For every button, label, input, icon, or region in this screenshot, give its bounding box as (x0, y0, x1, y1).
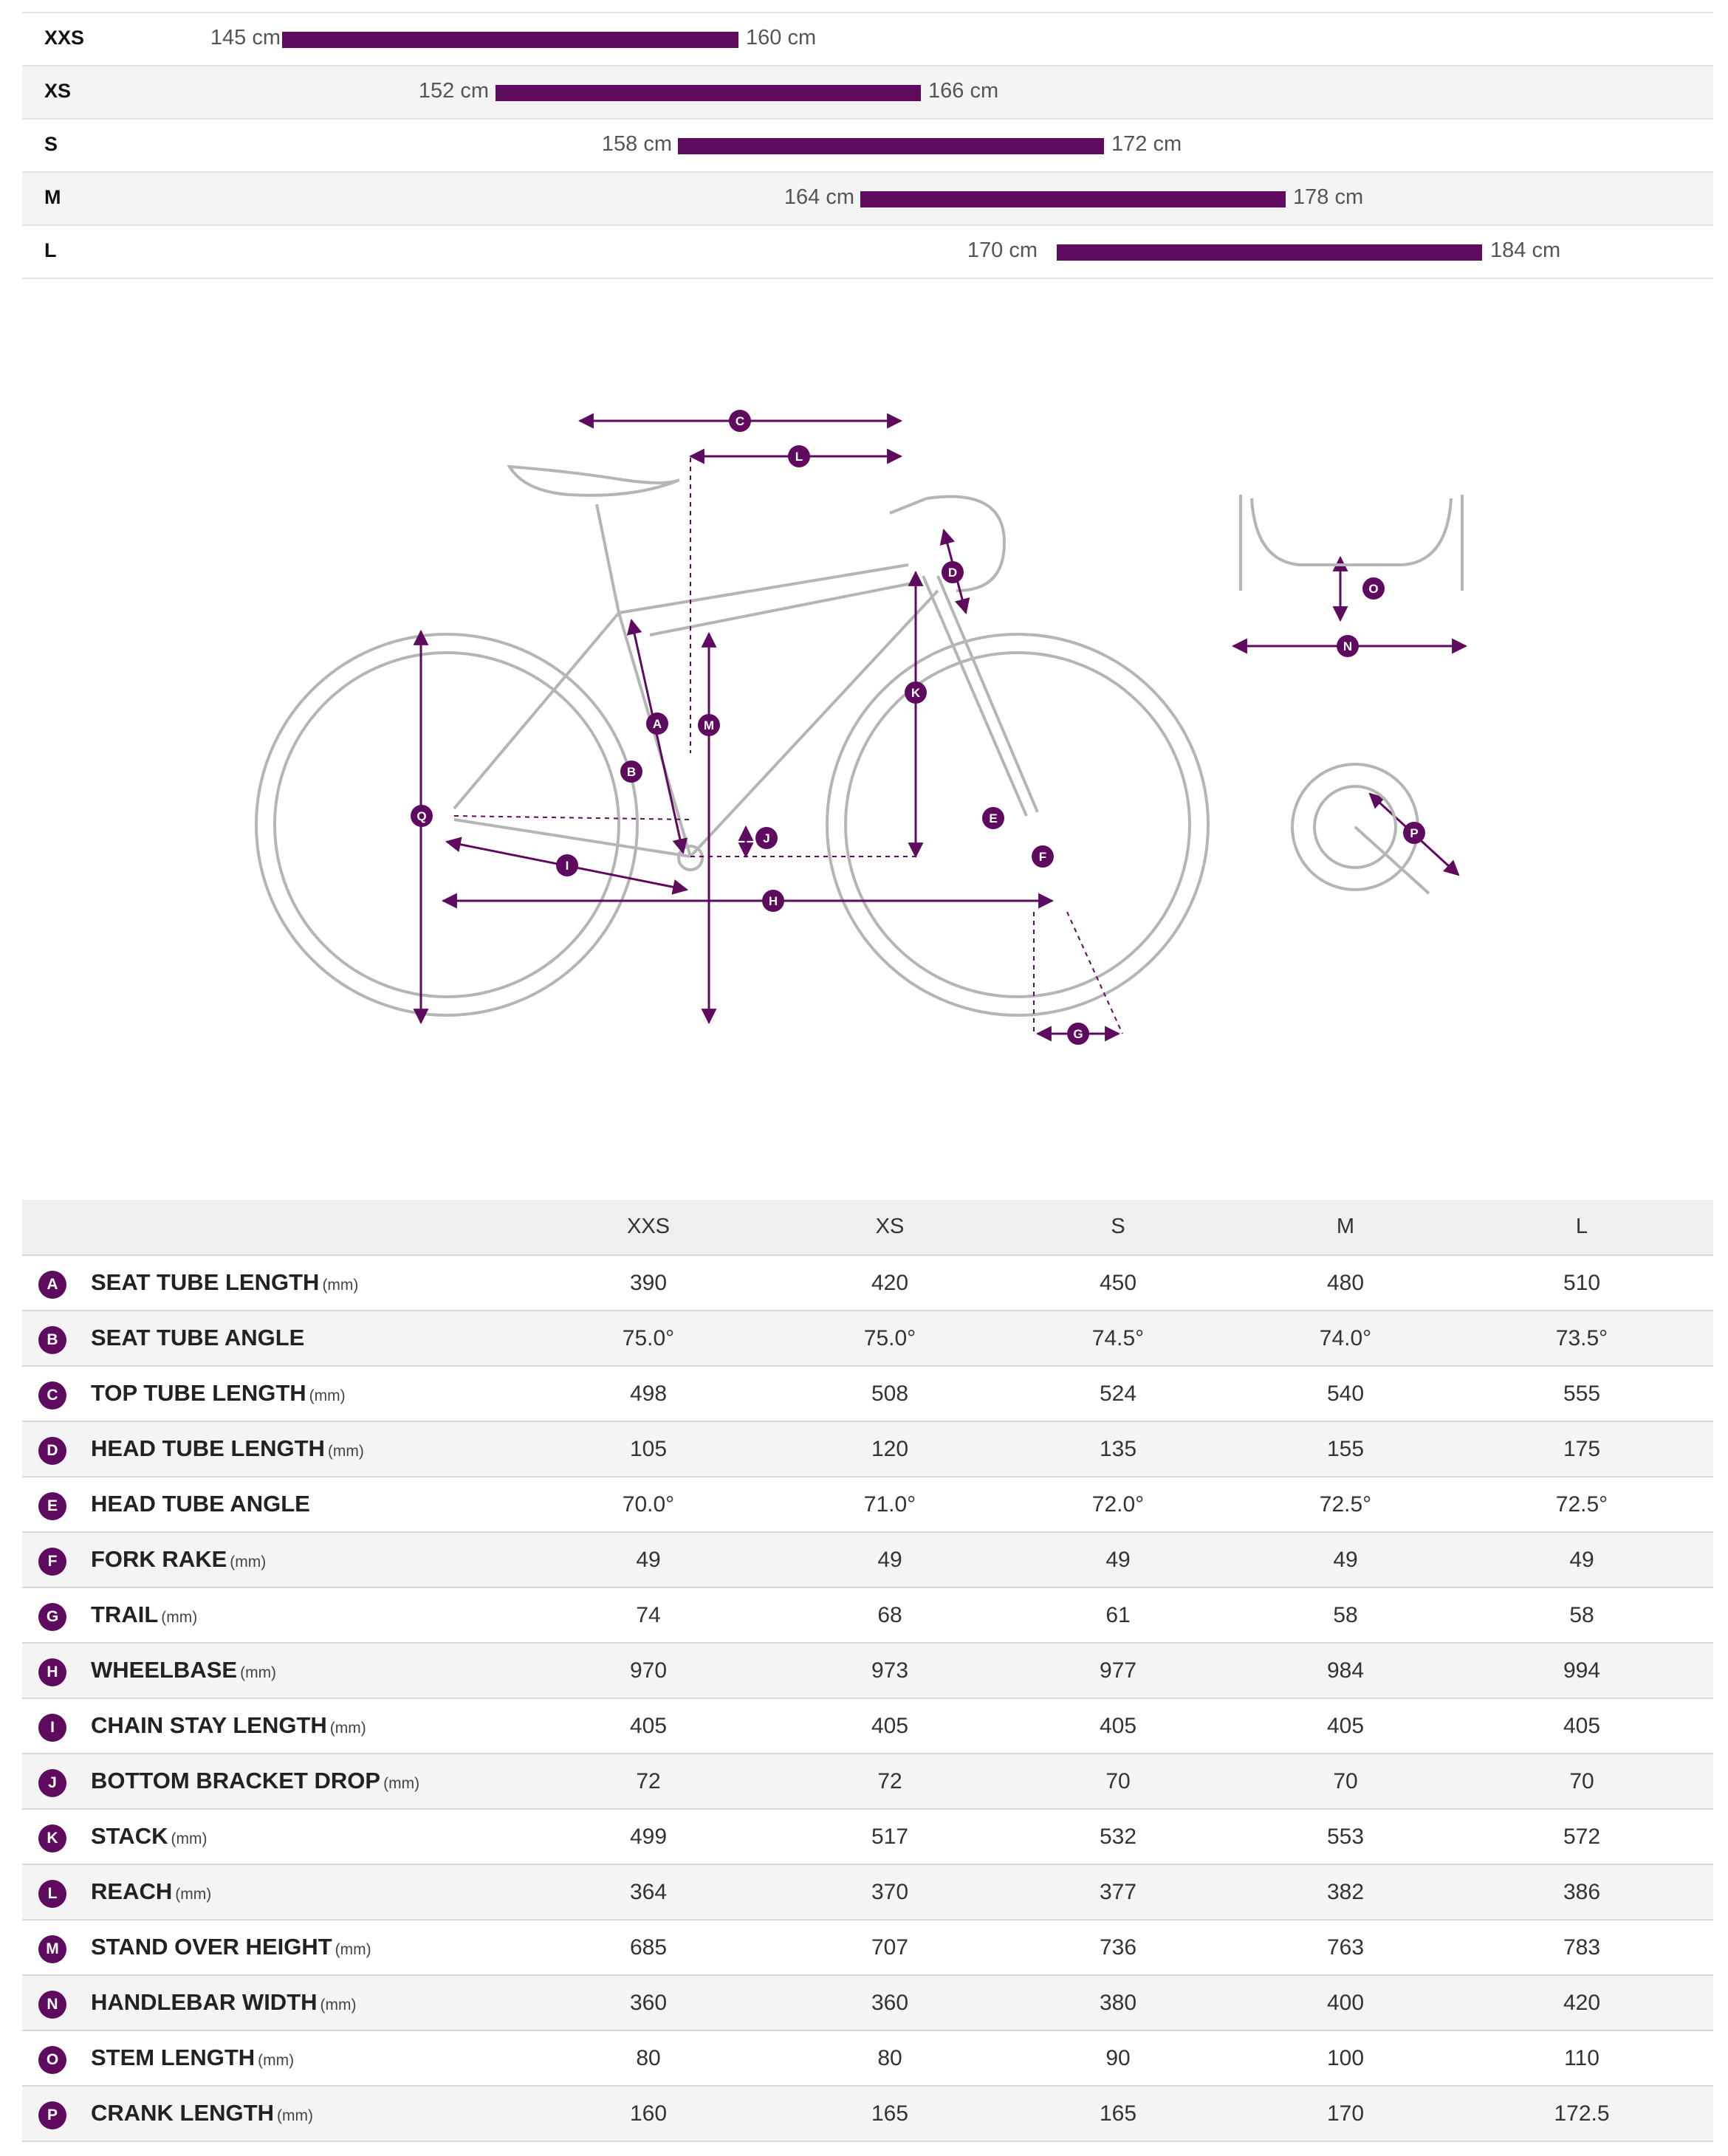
bike-frame-outline (256, 467, 1208, 1015)
table-cell: 71.0° (863, 1492, 916, 1517)
row-badge: C (38, 1381, 66, 1410)
badge-j-label: J (763, 831, 770, 845)
table-cell: 61 (1105, 1603, 1131, 1627)
table-cell: 49 (1105, 1548, 1131, 1572)
table-cell: 555 (1563, 1381, 1601, 1406)
metric-name: FORK RAKE (91, 1546, 227, 1572)
metric-unit: (mm) (335, 1941, 371, 1958)
metric-name: BOTTOM BRACKET DROP (91, 1768, 381, 1793)
range-max: 184 cm (1490, 238, 1561, 262)
geometry-table (22, 1200, 1713, 2142)
table-cell: 364 (629, 1880, 668, 1904)
badge-g-label: G (1073, 1027, 1083, 1041)
badge-h-label: H (768, 894, 778, 908)
table-cell: 74 (636, 1603, 661, 1627)
table-cell: 498 (629, 1381, 668, 1406)
table-row (22, 1587, 1713, 1642)
table-cell: 360 (629, 1991, 668, 2015)
metric-unit: (mm) (320, 1997, 357, 2013)
metric-label (91, 1269, 358, 1296)
range-min: 164 cm (784, 185, 854, 209)
table-cell: 72.0° (1091, 1492, 1145, 1517)
metric-label (91, 1878, 211, 1905)
row-badge: J (38, 1769, 66, 1797)
table-cell: 75.0° (622, 1326, 675, 1350)
column-header: M (1336, 1215, 1355, 1238)
table-cell: 360 (871, 1991, 909, 2015)
range-max: 172 cm (1111, 132, 1182, 156)
table-cell: 572 (1563, 1824, 1601, 1849)
row-badge: H (38, 1658, 66, 1686)
badge-n-label: N (1343, 639, 1353, 653)
table-cell: 165 (871, 2101, 909, 2126)
table-cell: 49 (1569, 1548, 1594, 1572)
table-cell: 685 (629, 1935, 668, 1960)
metric-unit: (mm) (258, 2052, 295, 2069)
table-cell: 524 (1099, 1381, 1137, 1406)
table-cell: 73.5° (1555, 1326, 1608, 1350)
construction-lines (454, 458, 1122, 1034)
range-bar (496, 85, 921, 101)
table-cell: 120 (871, 1437, 909, 1461)
table-row (22, 1808, 1713, 1864)
table-cell: 370 (871, 1880, 909, 1904)
range-min: 145 cm (210, 26, 281, 49)
size-label: L (44, 239, 57, 261)
metric-unit: (mm) (327, 1443, 364, 1460)
metric-name: STACK (91, 1823, 168, 1849)
table-cell: 72 (636, 1769, 661, 1793)
table-cell: 450 (1099, 1271, 1137, 1295)
table-cell: 170 (1326, 2101, 1365, 2126)
metric-name: TRAIL (91, 1601, 159, 1627)
table-cell: 90 (1105, 2046, 1131, 2070)
metric-label (91, 1601, 197, 1628)
table-cell: 74.5° (1091, 1326, 1145, 1350)
table-cell: 405 (1099, 1714, 1137, 1738)
table-cell: 75.0° (863, 1326, 916, 1350)
table-row (22, 1310, 1713, 1365)
column-header: XXS (626, 1215, 671, 1238)
size-row (22, 12, 1713, 66)
range-max: 166 cm (928, 79, 999, 103)
table-cell: 763 (1326, 1935, 1365, 1960)
metric-label (91, 1435, 364, 1462)
badge-l-label: L (795, 450, 803, 464)
metric-unit: (mm) (171, 1830, 208, 1847)
table-cell: 165 (1099, 2101, 1137, 2126)
table-cell: 994 (1563, 1658, 1601, 1683)
table-cell: 110 (1564, 2046, 1600, 2070)
metric-label (91, 1989, 357, 2016)
table-cell: 707 (871, 1935, 909, 1960)
table-row (22, 1421, 1713, 1476)
table-cell: 160 (629, 2101, 668, 2126)
table-cell: 405 (629, 1714, 668, 1738)
row-badge: D (38, 1437, 66, 1465)
metric-unit: (mm) (383, 1775, 420, 1792)
size-row (22, 173, 1713, 226)
dimension-badges (411, 410, 1425, 1045)
table-cell: 49 (636, 1548, 661, 1572)
table-row (22, 1864, 1713, 1919)
row-badge: M (38, 1935, 66, 1963)
table-cell: 405 (1563, 1714, 1601, 1738)
table-cell: 70 (1333, 1769, 1358, 1793)
metric-name: WHEELBASE (91, 1657, 238, 1683)
range-min: 152 cm (418, 79, 489, 103)
row-badge: P (38, 2101, 66, 2129)
metric-label (91, 1546, 266, 1573)
column-header: XS (875, 1215, 905, 1238)
table-row (22, 2030, 1713, 2085)
metric-unit: (mm) (240, 1664, 277, 1681)
badge-q-label: Q (416, 809, 427, 823)
metric-label (91, 1712, 366, 1739)
metric-label (91, 2045, 294, 2071)
metric-name: CHAIN STAY LENGTH (91, 1712, 327, 1738)
table-cell: 380 (1099, 1991, 1137, 2015)
row-badge: F (38, 1548, 66, 1576)
table-cell: 49 (877, 1548, 902, 1572)
table-cell: 105 (629, 1437, 668, 1461)
table-cell: 377 (1099, 1880, 1137, 1904)
table-cell: 175 (1563, 1437, 1601, 1461)
badge-o-label: O (1368, 582, 1379, 596)
size-range-chart (22, 12, 1713, 279)
metric-label (91, 1657, 276, 1683)
metric-unit: (mm) (161, 1609, 198, 1626)
range-bar (282, 32, 738, 48)
table-cell: 508 (871, 1381, 909, 1406)
table-header (22, 1200, 1713, 1254)
metric-label (91, 1325, 307, 1351)
table-cell: 70.0° (622, 1492, 675, 1517)
table-cell: 68 (877, 1603, 902, 1627)
row-badge: A (38, 1271, 66, 1299)
metric-name: TOP TUBE LENGTH (91, 1380, 306, 1406)
range-bar (860, 191, 1286, 207)
table-cell: 49 (1333, 1548, 1358, 1572)
metric-label (91, 1380, 346, 1407)
row-badge: L (38, 1880, 66, 1908)
table-cell: 135 (1099, 1437, 1137, 1461)
size-label: S (44, 133, 58, 155)
metric-name: HEAD TUBE LENGTH (91, 1435, 325, 1461)
table-cell: 540 (1326, 1381, 1365, 1406)
table-cell: 405 (871, 1714, 909, 1738)
table-cell: 155 (1326, 1437, 1365, 1461)
metric-name: REACH (91, 1878, 173, 1904)
badge-e-label: E (989, 811, 998, 825)
table-row (22, 1531, 1713, 1587)
size-label: XS (44, 80, 72, 102)
table-cell: 420 (1563, 1991, 1601, 2015)
range-max: 178 cm (1293, 185, 1364, 209)
geometry-diagram (0, 369, 1728, 1108)
table-cell: 80 (636, 2046, 661, 2070)
metric-label (91, 1768, 419, 1794)
range-max: 160 cm (746, 26, 817, 49)
table-cell: 58 (1569, 1603, 1594, 1627)
table-cell: 973 (871, 1658, 909, 1683)
table-cell: 70 (1569, 1769, 1594, 1793)
table-row (22, 1753, 1713, 1808)
table-row (22, 1365, 1713, 1421)
table-cell: 74.0° (1319, 1326, 1372, 1350)
table-row (22, 1476, 1713, 1531)
table-cell: 72.5° (1555, 1492, 1608, 1517)
table-cell: 58 (1333, 1603, 1358, 1627)
size-row (22, 226, 1713, 279)
dimension-arrows (421, 421, 1466, 1034)
metric-name: HANDLEBAR WIDTH (91, 1989, 318, 2015)
size-label: XXS (44, 27, 85, 49)
metric-unit: (mm) (322, 1277, 359, 1294)
row-badge: B (38, 1326, 66, 1354)
table-cell: 736 (1099, 1935, 1137, 1960)
metric-label (91, 1934, 371, 1960)
row-badge: I (38, 1714, 66, 1742)
row-badge: N (38, 1991, 66, 2019)
table-row (22, 1697, 1713, 1753)
table-cell: 390 (629, 1271, 668, 1295)
table-cell: 510 (1563, 1271, 1601, 1295)
table-cell: 977 (1099, 1658, 1137, 1683)
metric-label (91, 1823, 207, 1850)
range-bar (678, 138, 1104, 154)
metric-unit: (mm) (277, 2107, 313, 2124)
table-cell: 72 (877, 1769, 902, 1793)
column-header: L (1575, 1215, 1588, 1238)
metric-unit: (mm) (230, 1554, 267, 1570)
badge-p-label: P (1410, 826, 1419, 840)
metric-unit: (mm) (329, 1720, 366, 1737)
table-row (22, 1254, 1713, 1310)
table-cell: 480 (1326, 1271, 1365, 1295)
size-row (22, 120, 1713, 173)
table-row (22, 2085, 1713, 2142)
table-cell: 532 (1099, 1824, 1137, 1849)
metric-name: HEAD TUBE ANGLE (91, 1491, 310, 1517)
badge-d-label: D (947, 566, 958, 580)
metric-unit: (mm) (175, 1886, 212, 1903)
row-badge: E (38, 1492, 66, 1520)
badge-b-label: B (626, 765, 637, 779)
bike-geometry-illustration (0, 369, 1728, 1108)
table-cell: 400 (1326, 1991, 1365, 2015)
table-cell: 72.5° (1319, 1492, 1372, 1517)
metric-name: SEAT TUBE ANGLE (91, 1325, 305, 1350)
badge-a-label: A (652, 717, 662, 731)
table-cell: 984 (1326, 1658, 1365, 1683)
row-badge: G (38, 1603, 66, 1631)
badge-i-label: I (565, 859, 569, 873)
table-cell: 517 (871, 1824, 909, 1849)
row-badge: O (38, 2046, 66, 2074)
table-row (22, 1642, 1713, 1697)
metric-unit: (mm) (309, 1387, 346, 1404)
metric-name: SEAT TUBE LENGTH (91, 1269, 320, 1295)
range-bar (1057, 244, 1482, 261)
badge-c-label: C (735, 414, 745, 428)
column-header: S (1111, 1215, 1125, 1238)
badge-f-label: F (1038, 850, 1047, 864)
metric-name: STEM LENGTH (91, 2045, 256, 2070)
table-cell: 970 (629, 1658, 668, 1683)
table-cell: 405 (1326, 1714, 1365, 1738)
range-min: 158 cm (601, 132, 672, 156)
table-cell: 70 (1105, 1769, 1131, 1793)
table-row (22, 1919, 1713, 1974)
table-cell: 386 (1563, 1880, 1601, 1904)
table-cell: 382 (1326, 1880, 1365, 1904)
badge-m-label: M (703, 718, 715, 732)
table-body (22, 1254, 1713, 2142)
badge-k-label: K (911, 686, 921, 700)
table-cell: 172.5 (1554, 2101, 1610, 2126)
table-cell: 80 (877, 2046, 902, 2070)
metric-label (91, 2100, 313, 2126)
metric-label (91, 1491, 313, 1517)
table-cell: 100 (1326, 2046, 1365, 2070)
metric-name: STAND OVER HEIGHT (91, 1934, 332, 1960)
size-row (22, 66, 1713, 120)
table-cell: 783 (1563, 1935, 1601, 1960)
row-badge: K (38, 1824, 66, 1853)
table-cell: 499 (629, 1824, 668, 1849)
table-cell: 420 (871, 1271, 909, 1295)
table-cell: 553 (1326, 1824, 1365, 1849)
metric-name: CRANK LENGTH (91, 2100, 274, 2126)
handlebar-chainring-outline (1241, 495, 1462, 893)
range-min: 170 cm (967, 238, 1038, 262)
table-row (22, 1974, 1713, 2030)
size-label: M (44, 186, 61, 208)
